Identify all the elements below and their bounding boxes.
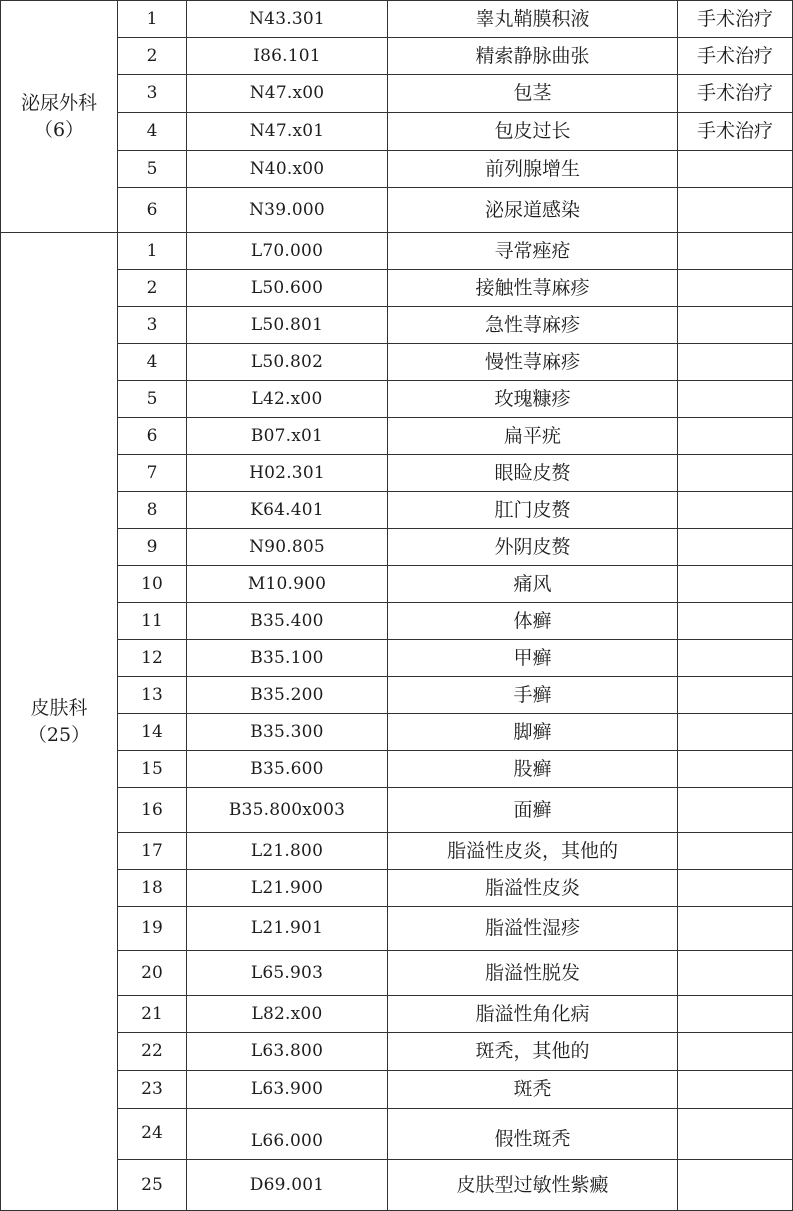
diagnosis-name: 体癣 (388, 603, 678, 640)
diagnosis-code: B35.100 (187, 640, 388, 677)
diagnosis-name: 脂溢性湿疹 (388, 907, 678, 951)
treatment-note (678, 833, 793, 870)
row-index: 21 (118, 996, 187, 1033)
diagnosis-code: N90.805 (187, 529, 388, 566)
treatment-note (678, 714, 793, 751)
table-row (1, 907, 793, 951)
table-row (1, 951, 793, 996)
table-row (1, 75, 793, 113)
diagnosis-name: 脂溢性脱发 (388, 951, 678, 996)
diagnosis-code: N47.x00 (187, 75, 388, 113)
row-index: 17 (118, 833, 187, 870)
diagnosis-name: 脂溢性角化病 (388, 996, 678, 1033)
treatment-note (678, 344, 793, 381)
diagnosis-code: L21.901 (187, 907, 388, 951)
diagnosis-name: 肛门皮赘 (388, 492, 678, 529)
diagnosis-name: 痛风 (388, 566, 678, 603)
treatment-note (678, 307, 793, 344)
treatment-note (678, 418, 793, 455)
diagnosis-name: 包皮过长 (388, 113, 678, 151)
diagnosis-name: 前列腺增生 (388, 151, 678, 188)
row-index: 1 (118, 1, 187, 38)
diagnosis-name: 皮肤型过敏性紫癜 (388, 1160, 678, 1211)
treatment-note (678, 603, 793, 640)
table-row (1, 996, 793, 1033)
row-index: 7 (118, 455, 187, 492)
diagnosis-name: 精索静脉曲张 (388, 38, 678, 75)
treatment-note (678, 381, 793, 418)
treatment-note (678, 233, 793, 270)
diagnosis-name: 扁平疣 (388, 418, 678, 455)
department-name: 皮肤科 (30, 696, 88, 719)
diagnosis-name: 包茎 (388, 75, 678, 113)
diagnosis-name: 面癣 (388, 788, 678, 833)
row-index: 3 (118, 75, 187, 113)
row-index: 11 (118, 603, 187, 640)
treatment-note: 手术治疗 (678, 38, 793, 75)
table-row (1, 38, 793, 75)
treatment-note: 手术治疗 (678, 113, 793, 151)
treatment-note (678, 751, 793, 788)
treatment-note (678, 492, 793, 529)
row-index: 9 (118, 529, 187, 566)
diagnosis-code: L50.600 (187, 270, 388, 307)
department-count: （6） (33, 118, 85, 141)
diagnosis-name: 假性斑秃 (388, 1109, 678, 1160)
diagnosis-name: 玫瑰糠疹 (388, 381, 678, 418)
row-index: 24 (118, 1109, 187, 1160)
diagnosis-name: 接触性荨麻疹 (388, 270, 678, 307)
table-row (1, 529, 793, 566)
row-index: 4 (118, 113, 187, 151)
row-index: 6 (118, 188, 187, 233)
table-row (1, 1033, 793, 1071)
table-row (1, 455, 793, 492)
department-cell (1, 1, 118, 233)
diagnosis-name: 斑秃 (388, 1071, 678, 1109)
table-row (1, 1071, 793, 1109)
department-name: 泌尿外科 (20, 91, 97, 114)
treatment-note (678, 188, 793, 233)
treatment-note (678, 1109, 793, 1160)
treatment-note: 手术治疗 (678, 1, 793, 38)
diagnosis-code: L63.800 (187, 1033, 388, 1071)
table-row (1, 233, 793, 270)
diagnosis-name: 寻常痤疮 (388, 233, 678, 270)
table-row (1, 113, 793, 151)
table-row (1, 1, 793, 38)
table-row (1, 418, 793, 455)
diagnosis-name: 慢性荨麻疹 (388, 344, 678, 381)
diagnosis-name: 甲癣 (388, 640, 678, 677)
row-index: 6 (118, 418, 187, 455)
treatment-note (678, 529, 793, 566)
table-row (1, 870, 793, 907)
row-index: 23 (118, 1071, 187, 1109)
diagnosis-name: 眼睑皮赘 (388, 455, 678, 492)
department-count: （25） (27, 723, 91, 746)
diagnosis-name: 股癣 (388, 751, 678, 788)
diagnosis-name: 外阴皮赘 (388, 529, 678, 566)
treatment-note (678, 951, 793, 996)
row-index: 14 (118, 714, 187, 751)
table-row (1, 640, 793, 677)
diagnosis-name: 急性荨麻疹 (388, 307, 678, 344)
table-row (1, 307, 793, 344)
row-index: 18 (118, 870, 187, 907)
row-index: 2 (118, 270, 187, 307)
table-row (1, 1109, 793, 1160)
diagnosis-code: L50.801 (187, 307, 388, 344)
table-row (1, 188, 793, 233)
row-index: 22 (118, 1033, 187, 1071)
diagnosis-name: 斑秃，其他的 (388, 1033, 678, 1071)
diagnosis-name: 睾丸鞘膜积液 (388, 1, 678, 38)
table-row (1, 751, 793, 788)
diagnosis-code: L63.900 (187, 1071, 388, 1109)
treatment-note (678, 455, 793, 492)
diagnosis-code: L50.802 (187, 344, 388, 381)
row-index: 19 (118, 907, 187, 951)
table-row (1, 788, 793, 833)
table-row (1, 381, 793, 418)
row-index: 8 (118, 492, 187, 529)
row-index: 5 (118, 151, 187, 188)
table-row (1, 677, 793, 714)
diagnosis-code: D69.001 (187, 1160, 388, 1211)
table-row (1, 344, 793, 381)
row-index: 1 (118, 233, 187, 270)
row-index: 2 (118, 38, 187, 75)
diagnosis-code: B35.600 (187, 751, 388, 788)
diagnosis-code: N43.301 (187, 1, 388, 38)
treatment-note (678, 677, 793, 714)
row-index: 4 (118, 344, 187, 381)
treatment-note (678, 1071, 793, 1109)
table-row (1, 714, 793, 751)
diagnosis-code: L42.x00 (187, 381, 388, 418)
diagnosis-code: L65.903 (187, 951, 388, 996)
diagnosis-code: B35.400 (187, 603, 388, 640)
diagnosis-code: N39.000 (187, 188, 388, 233)
row-index: 25 (118, 1160, 187, 1211)
row-index: 15 (118, 751, 187, 788)
diagnosis-code: H02.301 (187, 455, 388, 492)
row-index: 12 (118, 640, 187, 677)
treatment-note (678, 870, 793, 907)
treatment-note (678, 1160, 793, 1211)
diagnosis-code: B35.300 (187, 714, 388, 751)
table-row (1, 833, 793, 870)
diagnosis-code: B07.x01 (187, 418, 388, 455)
diagnosis-code: L82.x00 (187, 996, 388, 1033)
diagnosis-code: B35.800x003 (187, 788, 388, 833)
diagnosis-code: L21.900 (187, 870, 388, 907)
diagnosis-code: M10.900 (187, 566, 388, 603)
diagnosis-code: L66.000 (187, 1109, 388, 1160)
department-cell (1, 233, 118, 1211)
diagnosis-code: I86.101 (187, 38, 388, 75)
row-index: 20 (118, 951, 187, 996)
treatment-note (678, 151, 793, 188)
treatment-note (678, 996, 793, 1033)
diagnosis-code: L21.800 (187, 833, 388, 870)
row-index: 5 (118, 381, 187, 418)
diagnosis-name: 泌尿道感染 (388, 188, 678, 233)
table-row (1, 270, 793, 307)
row-index: 13 (118, 677, 187, 714)
treatment-note (678, 788, 793, 833)
table-row (1, 603, 793, 640)
row-index: 16 (118, 788, 187, 833)
table-row (1, 492, 793, 529)
row-index: 10 (118, 566, 187, 603)
treatment-note (678, 907, 793, 951)
diagnosis-code: N40.x00 (187, 151, 388, 188)
diagnosis-code: B35.200 (187, 677, 388, 714)
diagnosis-name: 脂溢性皮炎 (388, 870, 678, 907)
diagnosis-name: 脂溢性皮炎，其他的 (388, 833, 678, 870)
diagnosis-code: K64.401 (187, 492, 388, 529)
table-row (1, 151, 793, 188)
diagnosis-code: N47.x01 (187, 113, 388, 151)
treatment-note (678, 270, 793, 307)
table-row (1, 566, 793, 603)
treatment-note (678, 1033, 793, 1071)
table-row (1, 1160, 793, 1211)
diagnosis-name: 脚癣 (388, 714, 678, 751)
diagnosis-name: 手癣 (388, 677, 678, 714)
treatment-note (678, 566, 793, 603)
row-index: 3 (118, 307, 187, 344)
diagnosis-code: L70.000 (187, 233, 388, 270)
treatment-note (678, 640, 793, 677)
treatment-note: 手术治疗 (678, 75, 793, 113)
